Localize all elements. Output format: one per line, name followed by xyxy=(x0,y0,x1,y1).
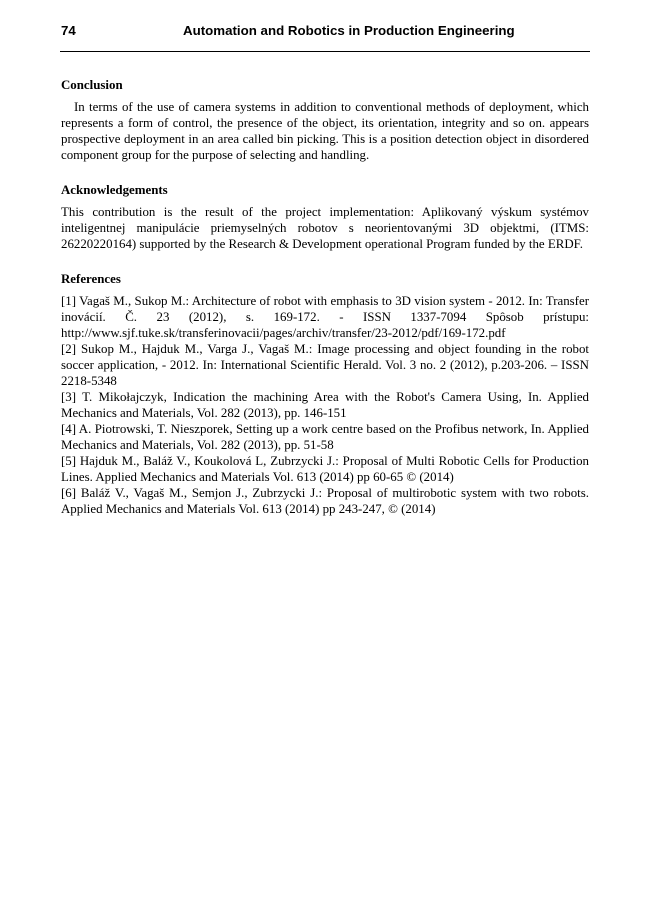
reference-item-3: [3] T. Mikołajczyk, Indication the machining Area with the Robot's Camera Using, In. Applied Mechanics and Materials, Vol. 282 (2013), pp. 146-151 xyxy=(61,390,589,420)
conclusion-section xyxy=(61,77,589,163)
acknowledgements-section xyxy=(61,182,589,252)
body-content xyxy=(61,77,589,517)
page-number: 74 xyxy=(61,23,76,38)
running-head xyxy=(61,23,589,43)
reference-list xyxy=(61,293,589,517)
references-heading: References xyxy=(61,272,121,286)
conclusion-heading: Conclusion xyxy=(61,78,123,92)
header-rule xyxy=(60,51,590,52)
reference-item-5: [5] Hajduk M., Baláž V., Koukolová L, Zubrzycki J.: Proposal of Multi Robotic Cells for Production Lines. Applied Mechanics and Materials Vol. 613 (2014) pp 60-65 © (2014) xyxy=(61,454,589,484)
reference-item-6: [6] Baláž V., Vagaš M., Semjon J., Zubrzycki J.: Proposal of multirobotic system with two robots. Applied Mechanics and Materials Vol. 613 (2014) pp 243-247, © (2014) xyxy=(61,486,589,516)
reference-item-2: [2] Sukop M., Hajduk M., Varga J., Vagaš M.: Image processing and object founding in the robot soccer application, - 2012. In: International Scientific Herald. Vol. 3 no. 2 (2012), p.203-206. – ISSN 2218-5348 xyxy=(61,342,589,388)
acknowledgements-heading: Acknowledgements xyxy=(61,183,168,197)
references-section xyxy=(61,271,589,517)
reference-item-1: [1] Vagaš M., Sukop M.: Architecture of robot with emphasis to 3D vision system - 2012. In: Transfer inovácií. Č. 23 (2012), s. 169-172. - ISSN 1337-7094 Spôsob prístupu: http://www.sjf.tuke.sk/transferinovacii/pages/archiv/transfer/23-2012/pdf/169-172.pdf xyxy=(61,294,589,340)
journal-title: Automation and Robotics in Production Engineering xyxy=(183,23,515,38)
reference-item-4: [4] A. Piotrowski, T. Nieszporek, Setting up a work centre based on the Profibus network, In. Applied Mechanics and Materials, Vol. 282 (2013), pp. 51-58 xyxy=(61,422,589,452)
conclusion-paragraph: In terms of the use of camera systems in addition to conventional methods of deployment, which represents a form of control, the presence of the object, its orientation, integrity and so on. appears prospective deployment in an area called bin picking. This is a position detection object in disordered component group for the purpose of selecting and handling. xyxy=(61,100,589,162)
acknowledgements-paragraph: This contribution is the result of the project implementation: Aplikovaný výskum systémov inteligentnej manipulácie priemyselných robotov s neorientovanými 3D objektmi, (ITMS: 26220220164) supported by the Research & Development operational Program funded by the ERDF. xyxy=(61,205,589,251)
